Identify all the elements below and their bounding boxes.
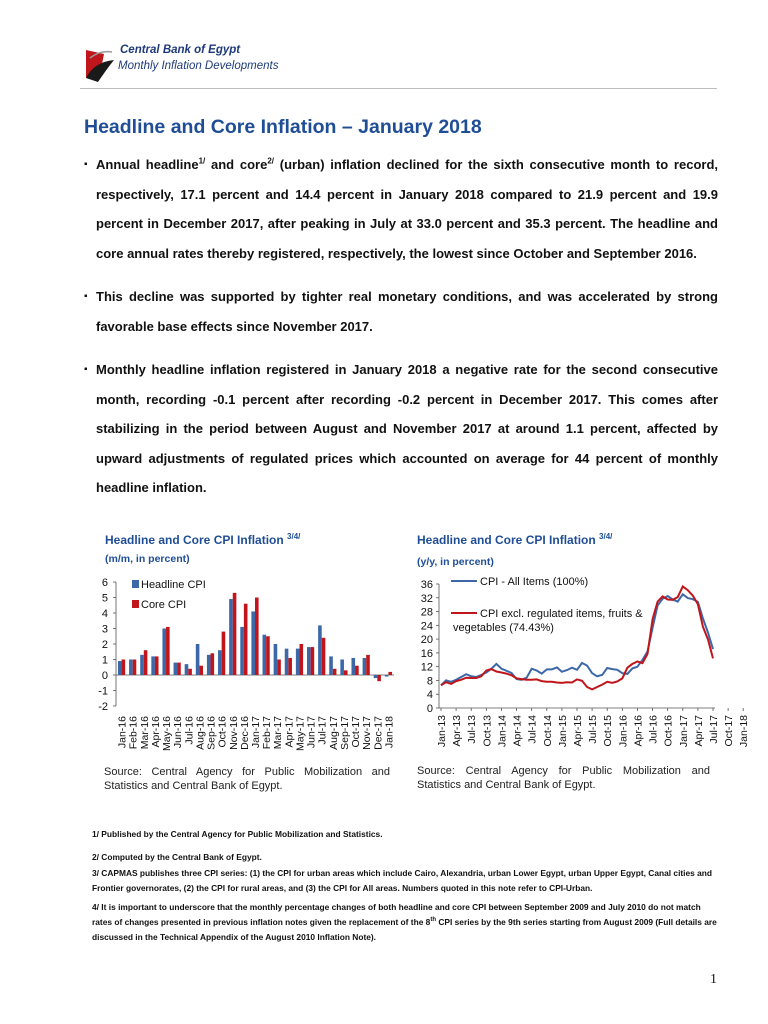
bar-core bbox=[222, 632, 226, 675]
bar-core bbox=[355, 666, 359, 675]
bar-core bbox=[233, 593, 237, 675]
legend-swatch bbox=[132, 600, 139, 608]
bar-core bbox=[344, 670, 348, 675]
x-tick-label: Mar-16 bbox=[138, 716, 151, 750]
x-tick-label: Jul-17 bbox=[316, 716, 329, 745]
bar-core bbox=[211, 653, 215, 675]
x-tick-label: Jan-14 bbox=[496, 715, 509, 748]
bar-core bbox=[322, 638, 326, 675]
legend-label: Core CPI bbox=[141, 599, 187, 611]
x-tick-label: Feb-16 bbox=[127, 716, 140, 750]
chart-unit-monthly: (m/m, in percent) bbox=[105, 553, 190, 565]
x-tick-label: Jan-16 bbox=[617, 715, 630, 748]
bar-core bbox=[199, 666, 203, 675]
bar-headline bbox=[274, 644, 278, 675]
x-tick-label: Nov-17 bbox=[361, 716, 374, 750]
bar-headline bbox=[162, 629, 166, 676]
chart-source-annual: Source: Central Agency for Public Mobilization and Statistics and Central Bank of Egypt. bbox=[417, 765, 710, 791]
y-tick-label: 32 bbox=[420, 592, 433, 605]
y-tick-label: 4 bbox=[101, 608, 108, 620]
x-tick-label: Jan-18 bbox=[738, 715, 751, 748]
y-tick-label: 2 bbox=[101, 639, 108, 651]
bar-headline bbox=[207, 655, 211, 675]
bar-headline bbox=[385, 675, 389, 677]
x-tick-label: Oct-14 bbox=[541, 715, 554, 747]
bar-core bbox=[388, 672, 392, 675]
bar-core bbox=[188, 669, 192, 675]
x-tick-label: Oct-16 bbox=[662, 715, 675, 747]
x-tick-label: Nov-16 bbox=[227, 716, 240, 750]
x-tick-label: Jan-15 bbox=[556, 715, 569, 748]
bar-core bbox=[144, 650, 148, 675]
footnote-ref: 2/ bbox=[267, 156, 274, 166]
bar-core bbox=[133, 660, 137, 676]
x-tick-label: Dec-17 bbox=[372, 716, 385, 750]
x-tick-label: Jan-13 bbox=[436, 715, 448, 748]
y-tick-label: 1 bbox=[101, 654, 108, 667]
y-tick-label: 4 bbox=[426, 689, 433, 702]
x-tick-label: Oct-17 bbox=[350, 716, 363, 748]
x-tick-label: Oct-16 bbox=[216, 716, 229, 748]
bullet-item: ▪ This decline was supported by tighter real monetary conditions, and was accelerated by strong favorable base effects since November 2017. bbox=[84, 282, 718, 341]
x-tick-label: Dec-16 bbox=[238, 716, 251, 750]
x-tick-label: Apr-17 bbox=[692, 715, 705, 747]
x-tick-label: May-16 bbox=[161, 716, 174, 752]
y-tick-label: 3 bbox=[101, 623, 108, 636]
y-tick-label: 6 bbox=[101, 577, 108, 589]
bar-headline bbox=[296, 649, 300, 675]
legend-swatch bbox=[132, 580, 139, 588]
x-tick-label: Feb-17 bbox=[261, 716, 274, 750]
bar-core bbox=[311, 647, 315, 675]
footnote-ref: 1/ bbox=[198, 156, 206, 166]
publication-name: Monthly Inflation Developments bbox=[118, 60, 279, 72]
x-tick-label: Oct-17 bbox=[723, 715, 736, 747]
bullet-item: ▪ Monthly headline inflation registered in January 2018 a negative rate for the second consecutive month, recording -0.1 percent after recording -0.2 percent in December 2017. This comes after stabilizing in the period between August and November 2017 at around 1.1 percent, affected by upward adjustments of regulated prices which accounted on average for 44 percent of monthly headline inflation. bbox=[84, 355, 718, 503]
legend-label: CPI - All Items (100%) bbox=[480, 576, 589, 588]
legend-label: vegetables (74.43%) bbox=[453, 622, 554, 634]
y-tick-label: 0 bbox=[101, 670, 108, 682]
monthly-inflation-bar-chart bbox=[82, 570, 400, 770]
y-tick-label: 24 bbox=[420, 620, 433, 633]
footnote-3: 3/ CAPMAS publishes three CPI series: (1) the CPI for urban areas which include Cairo, Alexandria, urban Lower Egypt, urban Upper Egypt, Canal cities and Frontier governorates, (2) the CPI for rural areas, and (3) the CPI for All areas. Numbers quoted in this note refer to CPI-Urban. bbox=[92, 868, 713, 893]
bar-headline bbox=[374, 675, 378, 678]
x-tick-label: May-17 bbox=[294, 716, 307, 752]
x-tick-label: Jan-17 bbox=[677, 715, 690, 748]
y-tick-label: 5 bbox=[101, 592, 108, 605]
x-tick-label: Sep-16 bbox=[205, 716, 218, 750]
x-tick-label: Jul-16 bbox=[183, 716, 196, 745]
x-tick-label: Jan-17 bbox=[250, 716, 262, 749]
x-tick-label: Jan-16 bbox=[116, 716, 129, 749]
chart-unit-annual: (y/y, in percent) bbox=[417, 556, 494, 568]
chart-title-annual: Headline and Core CPI Inflation $^{3/4/}$ bbox=[417, 532, 613, 547]
bar-core bbox=[244, 604, 248, 675]
bar-headline bbox=[185, 664, 189, 675]
x-tick-label: Jul-13 bbox=[466, 715, 479, 744]
bar-headline bbox=[118, 661, 122, 675]
footnote-4: 4/ It is important to underscore that the monthly percentage changes of both headline and core CPI between September 2009 and July 2010 do not match rates of changes presented in previous inflation notes given the replacement of the 8th CPI series by the 9th series starting from August 2009 (Full details are discussed in the Technical Appendix of the August 2010 Inflation Note). bbox=[92, 902, 717, 942]
bar-core bbox=[277, 660, 281, 676]
page-title: Headline and Core Inflation – January 2018 bbox=[84, 116, 482, 138]
header-divider bbox=[80, 88, 717, 89]
bar-headline bbox=[174, 663, 178, 675]
bar-core bbox=[122, 660, 126, 676]
x-tick-label: Sep-17 bbox=[338, 716, 351, 750]
bar-core bbox=[155, 656, 159, 675]
bar-headline bbox=[351, 658, 355, 675]
x-tick-label: Jun-17 bbox=[305, 716, 318, 749]
x-tick-label: Jul-15 bbox=[587, 715, 600, 744]
x-tick-label: Apr-16 bbox=[149, 716, 162, 748]
annual-inflation-line-chart bbox=[405, 570, 751, 770]
footnote-2: 2/ Computed by the Central Bank of Egypt. bbox=[92, 852, 262, 862]
bar-headline bbox=[140, 655, 144, 675]
bullet-list bbox=[84, 150, 718, 517]
legend-label: CPI excl. regulated items, fruits & bbox=[480, 608, 643, 620]
bar-core bbox=[266, 636, 270, 675]
bar-headline bbox=[240, 627, 244, 675]
y-tick-label: 16 bbox=[420, 647, 433, 660]
bar-headline bbox=[285, 649, 289, 675]
chart-source-monthly: Source: Central Agency for Public Mobilization and Statistics and Central Bank of Egypt. bbox=[104, 766, 390, 792]
bar-headline bbox=[218, 650, 222, 675]
y-tick-label: -2 bbox=[98, 701, 108, 713]
x-tick-label: Aug-16 bbox=[194, 716, 207, 750]
x-tick-label: Aug-17 bbox=[327, 716, 340, 750]
y-tick-label: 12 bbox=[420, 661, 433, 674]
bullet-item: ▪ Annual headline$^{1/}$ and core$^{2/}$ (urban) inflation declined for the sixth consecutive month to record, respectively, 17.1 percent and 14.4 percent in January 2018 compared to 21.9 percent and 19.9 percent in December 2017, after peaking in July at 33.0 percent and 35.3 percent. The headline and core annual rates thereby registered, respectively, the lowest since October and September 2016. bbox=[84, 150, 718, 268]
bar-headline bbox=[340, 660, 344, 676]
page-number: 1 bbox=[710, 972, 717, 987]
bar-core bbox=[377, 675, 381, 681]
bar-headline bbox=[318, 625, 322, 675]
x-tick-label: Jul-17 bbox=[708, 715, 720, 744]
x-tick-label: Apr-14 bbox=[511, 715, 524, 747]
x-tick-label: Jul-16 bbox=[647, 715, 660, 744]
y-tick-label: 28 bbox=[420, 606, 433, 619]
bar-core bbox=[255, 598, 259, 676]
x-tick-label: Apr-13 bbox=[451, 715, 464, 747]
y-tick-label: 8 bbox=[426, 675, 433, 688]
y-tick-label: 0 bbox=[426, 703, 433, 715]
y-tick-label: 36 bbox=[420, 579, 433, 591]
bar-core bbox=[177, 663, 181, 675]
bar-headline bbox=[307, 647, 311, 675]
bar-headline bbox=[263, 635, 267, 675]
bar-headline bbox=[129, 660, 133, 676]
x-tick-label: Apr-15 bbox=[572, 715, 584, 747]
x-tick-label: Mar-17 bbox=[272, 716, 285, 750]
bar-headline bbox=[329, 656, 333, 675]
footnote-1: 1/ Published by the Central Agency for Public Mobilization and Statistics. bbox=[92, 829, 383, 839]
cbe-logo-icon bbox=[84, 44, 118, 84]
bar-core bbox=[288, 658, 292, 675]
bar-core bbox=[333, 669, 337, 675]
bar-headline bbox=[196, 644, 200, 675]
bar-headline bbox=[251, 611, 255, 675]
x-tick-label: Apr-16 bbox=[632, 715, 645, 747]
x-tick-label: Apr-17 bbox=[283, 716, 296, 748]
bar-headline bbox=[151, 656, 155, 675]
bar-core bbox=[166, 627, 170, 675]
x-tick-label: Jun-16 bbox=[172, 716, 185, 749]
bar-headline bbox=[363, 658, 367, 675]
org-name: Central Bank of Egypt bbox=[120, 44, 241, 56]
x-tick-label: Jul-14 bbox=[526, 715, 539, 744]
bar-core bbox=[299, 644, 303, 675]
legend-label: Headline CPI bbox=[141, 579, 206, 591]
x-tick-label: Jan-18 bbox=[383, 716, 396, 749]
x-tick-label: Oct-15 bbox=[602, 715, 615, 747]
bar-headline bbox=[229, 599, 233, 675]
chart-title-monthly: Headline and Core CPI Inflation $^{3/4/}$ bbox=[105, 532, 301, 547]
x-tick-label: Oct-13 bbox=[481, 715, 494, 747]
y-tick-label: -1 bbox=[98, 685, 108, 698]
y-tick-label: 20 bbox=[420, 634, 433, 647]
bar-core bbox=[366, 655, 370, 675]
